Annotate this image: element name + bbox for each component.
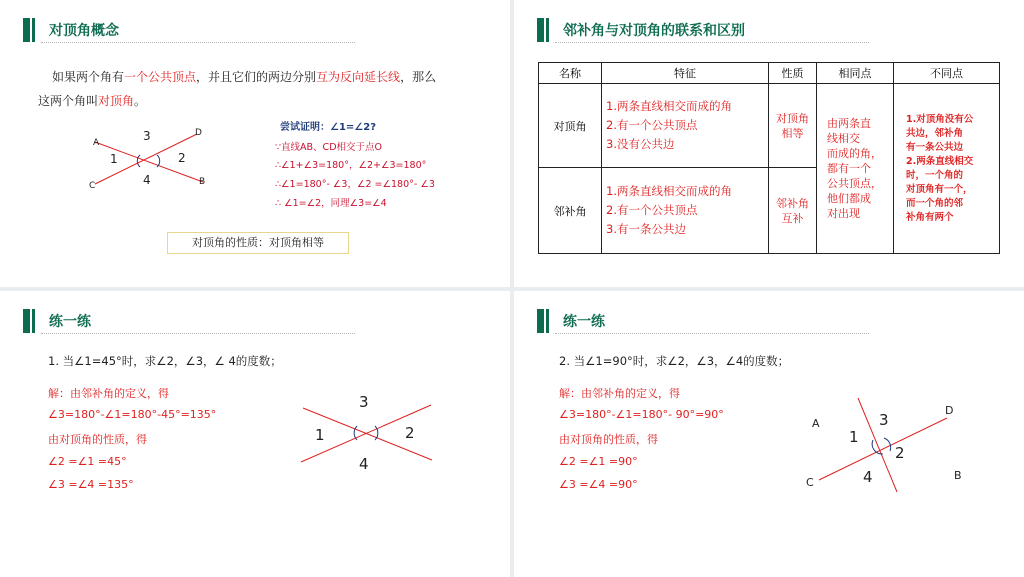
angle-3-label: 3 [879, 411, 889, 429]
proof-line-2: ∴∠1+∠3=180°，∠2+∠3=180° [275, 160, 427, 171]
solution-line-3: 由对顶角的性质，得 [559, 433, 658, 446]
row-property-adjacent [769, 168, 817, 254]
diff-line: 对顶角有一个， [906, 183, 973, 195]
property-line: 相等 [781, 126, 804, 140]
property-line: 互补 [781, 211, 804, 225]
label-d: D [945, 404, 954, 417]
header-property: 性质 [769, 63, 817, 84]
header-accent-bar [23, 18, 30, 42]
header-accent-bar-thin [546, 18, 549, 42]
table-header-row [539, 63, 1000, 84]
angle-4-label: 4 [143, 173, 151, 187]
angle-2-label: 2 [405, 424, 415, 442]
diff-line: 1.对顶角没有公 [906, 113, 974, 125]
diff-line: 时，一个角的 [906, 169, 964, 181]
section-header [23, 309, 355, 333]
header-diff: 不同点 [894, 63, 1000, 84]
row-property-vertical [769, 84, 817, 168]
label-b: B [199, 177, 206, 187]
angle-2-label: 2 [895, 444, 905, 462]
row-name-adjacent: 邻补角 [539, 168, 602, 254]
section-title: 练一练 [49, 314, 91, 330]
header-accent-bar [537, 309, 544, 333]
solution-line-4: ∠2 =∠1 =45° [48, 455, 127, 468]
panel-exercise-2 [514, 291, 1024, 577]
definition-line-2: 这两个角叫对顶角。 [38, 94, 147, 108]
feature-item: 1.两条直线相交而成的角 [606, 184, 732, 198]
label-c: C [89, 181, 96, 191]
label-b: B [954, 469, 962, 482]
section-title: 练一练 [563, 314, 605, 330]
row-name-vertical: 对顶角 [539, 84, 602, 168]
angle-1-label: 1 [315, 426, 325, 444]
definition-line-1: 如果两个角有一个公共顶点，并且它们的两边分别互为反向延长线，那么 [52, 70, 437, 84]
angle-1-label: 1 [849, 428, 859, 446]
row-features-adjacent [602, 168, 769, 254]
header-accent-bar-thin [32, 18, 35, 42]
feature-item: 1.两条直线相交而成的角 [606, 99, 732, 113]
header-feature: 特征 [602, 63, 769, 84]
table-row [539, 84, 1000, 168]
panel-vertical-angle-concept [0, 0, 510, 287]
angle-3-label: 3 [359, 393, 369, 411]
section-header [23, 18, 355, 42]
solution-line-5: ∠3 =∠4 =90° [559, 478, 638, 491]
panel-exercise-1 [0, 291, 510, 577]
header-name: 名称 [539, 63, 602, 84]
label-c: C [806, 476, 814, 489]
proof-line-1: ∵直线AB、CD相交于点O [275, 142, 382, 153]
proof-line-3: ∴∠1=180°- ∠3，∠2 =∠180°- ∠3 [275, 179, 435, 190]
exercise-2-diagram [799, 396, 979, 496]
header-divider [555, 42, 869, 43]
feature-item: 2.有一个公共顶点 [606, 118, 698, 132]
header-accent-bar-thin [32, 309, 35, 333]
label-d: D [195, 128, 202, 138]
solution-line-3: 由对顶角的性质，得 [48, 433, 147, 446]
question: 1. 当∠1=45°时，求∠2，∠3，∠ 4的度数； [48, 354, 282, 368]
property-line: 邻补角 [776, 196, 809, 210]
feature-item: 3.没有公共边 [606, 137, 675, 151]
section-title: 邻补角与对顶角的联系和区别 [563, 23, 745, 39]
label-a: A [93, 138, 100, 148]
section-header [537, 309, 869, 333]
angle-1-label: 1 [110, 152, 118, 166]
same-line: 对出现 [827, 207, 860, 220]
header-accent-bar [537, 18, 544, 42]
feature-item: 2.有一个公共顶点 [606, 203, 698, 217]
same-line: 由两条直 [827, 117, 871, 130]
same-line: 线相交 [827, 132, 860, 145]
header-same: 相同点 [817, 63, 894, 84]
comparison-table [538, 62, 1000, 254]
label-a: A [812, 417, 820, 430]
solution-line-4: ∠2 =∠1 =90° [559, 455, 638, 468]
solution-line-2: ∠3=180°-∠1=180°-45°=135° [48, 408, 217, 421]
vertical-angle-diagram [85, 122, 215, 194]
same-line: 而成的角， [827, 147, 882, 160]
angle-4-label: 4 [863, 468, 873, 486]
diff-line: 共边，邻补角 [906, 127, 964, 139]
row-features-vertical [602, 84, 769, 168]
proof-title: 尝试证明：∠1=∠2? [280, 122, 377, 133]
section-title: 对顶角概念 [49, 23, 119, 39]
feature-item: 3.有一条公共边 [606, 222, 686, 236]
solution-line-5: ∠3 =∠4 =135° [48, 478, 134, 491]
diff-line: 补角有两个 [906, 211, 954, 223]
header-divider [41, 333, 355, 334]
diff-points-cell [894, 84, 1000, 254]
same-points-cell [817, 84, 894, 254]
question: 2. 当∠1=90°时，求∠2，∠3，∠4的度数； [559, 354, 790, 368]
solution-line-1: 解：由邻补角的定义，得 [48, 387, 169, 400]
section-header [537, 18, 869, 42]
angle-2-arc [884, 438, 891, 451]
header-accent-bar-thin [546, 309, 549, 333]
angle-2-label: 2 [178, 151, 186, 165]
solution-line-1: 解：由邻补角的定义，得 [559, 387, 680, 400]
exercise-1-diagram [295, 388, 440, 473]
header-divider [555, 333, 869, 334]
proof-line-4: ∴ ∠1=∠2，同理∠3=∠4 [275, 198, 387, 209]
same-line: 都有一个 [827, 162, 871, 175]
panel-comparison [514, 0, 1024, 287]
property-line: 对顶角 [776, 111, 809, 125]
angle-3-label: 3 [143, 129, 151, 143]
property-box: 对顶角的性质：对顶角相等 [167, 232, 349, 254]
header-divider [41, 42, 355, 43]
same-line: 他们都成 [827, 192, 871, 205]
angle-1-arc [137, 155, 140, 167]
diff-line: 2.两条直线相交 [906, 155, 974, 167]
same-line: 公共顶点， [827, 177, 882, 190]
header-accent-bar [23, 309, 30, 333]
angle-4-label: 4 [359, 455, 369, 473]
diff-line: 有一条公共边 [906, 141, 964, 153]
solution-line-2: ∠3=180°-∠1=180°- 90°=90° [559, 408, 724, 421]
diff-line: 而一个角的邻 [906, 197, 964, 209]
